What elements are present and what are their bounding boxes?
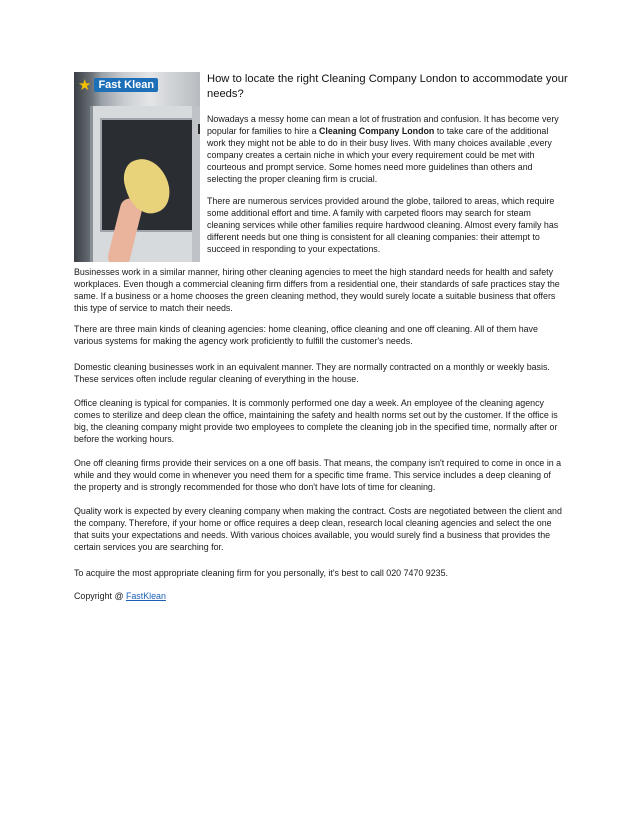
- paragraph-2: There are numerous services provided around the globe, tailored to areas, which require some additional effort and time. A family with carpeted floors may search for steam cleaning services while other families require hardwood cleaning. Almost every family has different needs but one thing is consistent for all cleaning companies: their attempt to succeed in responding to your expectations.: [207, 196, 559, 255]
- fastklean-link[interactable]: FastKlean: [125, 591, 166, 601]
- logo-text: Fast Klean: [94, 78, 158, 92]
- cleaning-photo: [74, 72, 200, 262]
- paragraph-1-text-cont: to take care of the additional work they might not be able to do in their busy lives. With many choices available ,every company creates a certain niche in which your every requirement could be met with courteous and prompt service. Some homes need more guidelines than others and selecting the proper cleaning firm is crucial.: [207, 126, 552, 185]
- page-title: How to locate the right Cleaning Company London to accommodate your needs?: [207, 73, 568, 100]
- paragraph-9: To acquire the most appropriate cleaning firm for you personally, it's best to call 020 7470 9235.: [74, 568, 448, 578]
- oven-display: [198, 124, 200, 134]
- copyright: [74, 590, 564, 602]
- paragraph-5: Domestic cleaning businesses work in an equivalent manner. They are normally contracted on a monthly or weekly basis. These services often include regular cleaning of everything in the house.: [74, 362, 550, 385]
- paragraph-3: Businesses work in a similar manner, hiring other cleaning agencies to meet the high standard needs for health and safety workplaces. Even though a commercial cleaning firm differs from a residential one, their standards of safe practices stay the same. If a business or a home chooses the green cleaning method, they would surely locate a suitable business that offers this type of service to match their needs.: [74, 267, 560, 314]
- paragraph-1: [207, 113, 565, 186]
- paragraph-6: Office cleaning is typical for companies. It is commonly performed one day a week. An employee of the cleaning agency comes to sterilize and deep clean the office, maintaining the safety and health norms set out by the customer. If the office is big, the cleaning company might provide two employees to complete the cleaning job in the specified time, normally after or before the working hours.: [74, 398, 558, 445]
- fastklean-logo: [78, 76, 158, 94]
- paragraph-8: Quality work is expected by every cleaning company when making the contract. Costs are negotiated between the client and the company. Therefore, if your home or office requires a deep clean, research local cleaning agencies and select the one that suits your expectations and needs. With various choices available, you would surely find a business that provides the certain services you are searching for.: [74, 506, 562, 553]
- star-icon: ★: [78, 76, 92, 94]
- copyright-prefix: Copyright @: [74, 591, 126, 601]
- cleaning-company-london-bold: Cleaning Company London: [318, 126, 435, 137]
- paragraph-1-text: Nowadays a messy home can mean a lot of frustration and confusion. It has become very popular for families to hire a: [207, 114, 559, 137]
- paragraph-4: There are three main kinds of cleaning agencies: home cleaning, office cleaning and one off cleaning. All of them have various systems for making the agency work proficiently to fulfill the customer's needs.: [74, 324, 538, 347]
- paragraph-7: One off cleaning firms provide their services on a one off basis. That means, the company isn't required to come in once in a while and they would come in whenever you need them for a specific time frame. This service includes a deep cleaning of the property and is strongly recommended for those who don't have lots of time for cleaning.: [74, 458, 562, 493]
